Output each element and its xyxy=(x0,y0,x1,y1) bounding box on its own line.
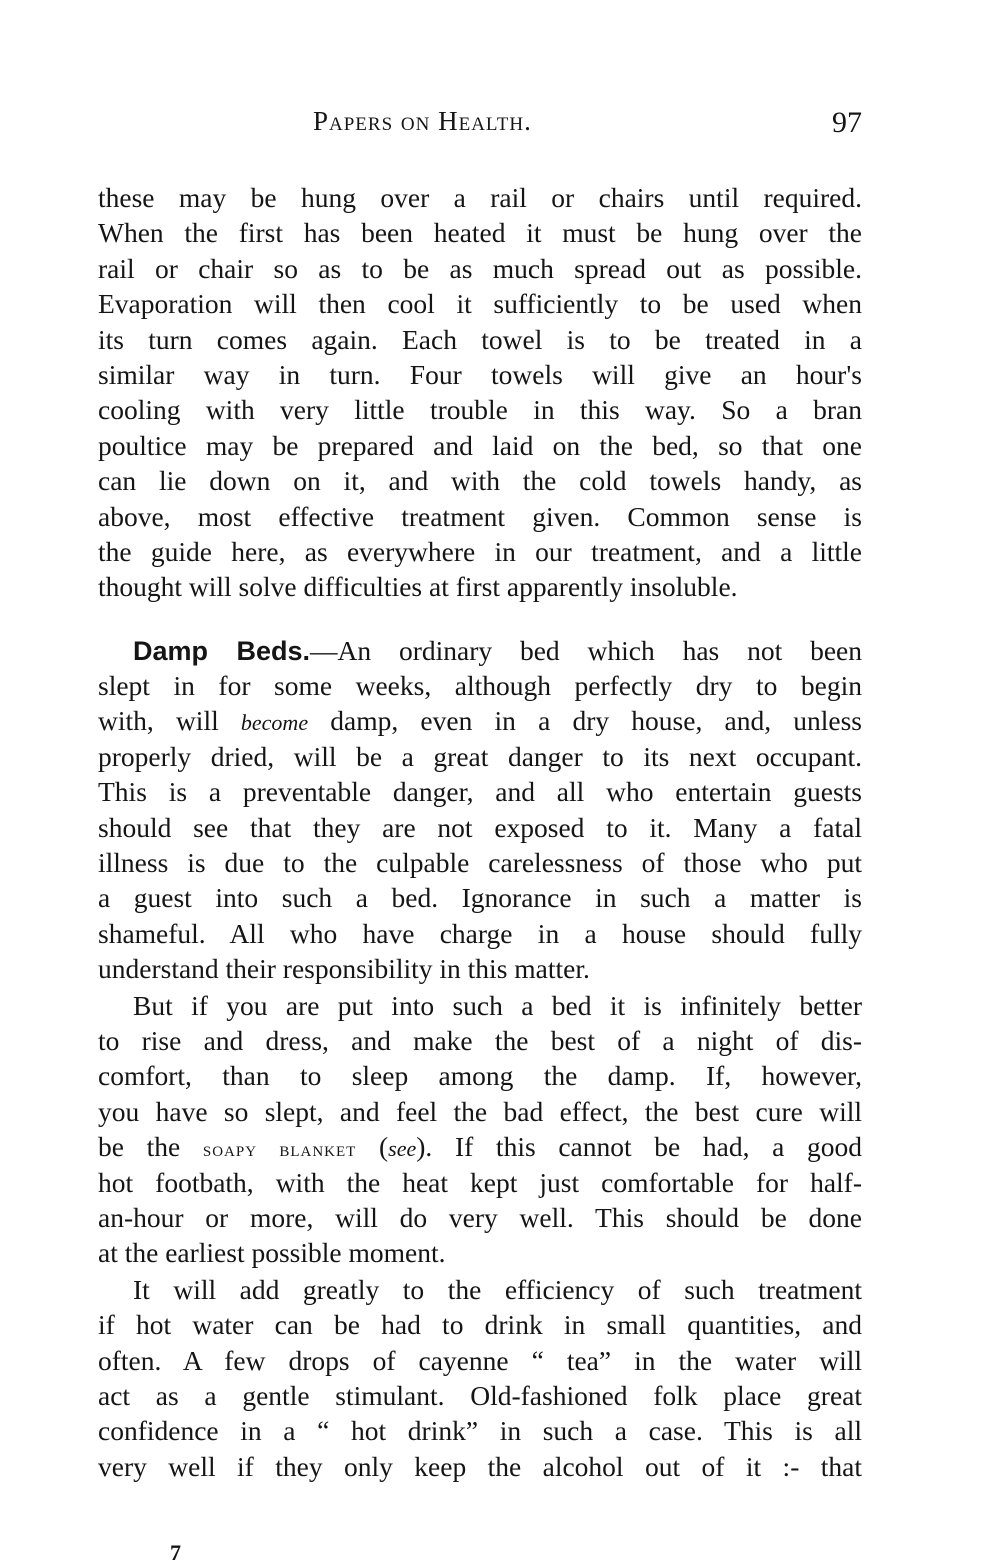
text-line xyxy=(98,286,862,321)
text-line xyxy=(98,392,862,427)
text-line xyxy=(98,215,862,250)
text-span: if hot water can be had to drink in small quantities, and xyxy=(98,1309,862,1341)
paragraph xyxy=(98,988,862,1271)
text-span: But if you are put into such a bed it is infinitely better xyxy=(133,989,862,1021)
page-body xyxy=(98,180,862,1484)
text-line xyxy=(98,1272,862,1307)
text-span: a guest into such a bed. Ignorance in such a matter is xyxy=(98,882,862,914)
section-heading: Damp Beds. xyxy=(133,635,311,666)
text-span: with, will xyxy=(98,705,241,737)
text-span: ). If this cannot be had, a good xyxy=(416,1131,862,1163)
text-line xyxy=(98,1413,862,1448)
page-number: 97 xyxy=(832,106,862,139)
text-span: should see that they are not exposed to it. Many a fatal xyxy=(98,811,862,843)
italic-text: become xyxy=(240,710,309,736)
paragraph xyxy=(98,1272,862,1484)
text-span: hot footbath, with the heat kept just comfortable for half- xyxy=(98,1166,862,1198)
text-span: at the earliest possible moment. xyxy=(98,1237,446,1269)
running-title: Papers on Health. xyxy=(313,106,532,136)
text-span: thought will solve difficulties at first apparently insoluble. xyxy=(98,571,738,603)
signature-mark: 7 xyxy=(170,1540,181,1565)
text-line xyxy=(98,1343,862,1378)
text-span: similar way in turn. Four towels will give an hour's xyxy=(98,358,862,390)
text-span: above, most effective treatment given. Common sense is xyxy=(98,500,862,532)
text-line xyxy=(98,1307,862,1342)
paragraph xyxy=(98,180,862,605)
text-span: poultice may be prepared and laid on the bed, so that one xyxy=(98,429,862,461)
text-line xyxy=(98,569,862,604)
text-span: rail or chair so as to be as much spread out as possible. xyxy=(98,252,862,284)
text-span: these may be hung over a rail or chairs until required. xyxy=(98,182,862,213)
text-span: you have so slept, and feel the bad effect, the best cure will xyxy=(98,1095,862,1127)
italic-text: see xyxy=(388,1136,417,1162)
text-span: be the xyxy=(98,1131,203,1163)
text-line xyxy=(98,357,862,392)
text-span: comfort, than to sleep among the damp. If, however, xyxy=(98,1060,862,1092)
running-header xyxy=(98,106,862,146)
text-line xyxy=(98,810,862,845)
text-span: an-hour or more, will do very well. This should be done xyxy=(98,1201,862,1233)
text-line xyxy=(98,1235,862,1270)
text-line xyxy=(98,668,862,703)
text-line xyxy=(98,322,862,357)
text-line xyxy=(98,1378,862,1413)
text-span: to rise and dress, and make the best of a night of dis- xyxy=(98,1024,862,1056)
text-line xyxy=(98,180,862,215)
text-span: properly dried, will be a great danger to its next occupant. xyxy=(98,740,862,772)
text-span: can lie down on it, and with the cold towels handy, as xyxy=(98,465,862,497)
text-span: damp, even in a dry house, and, unless xyxy=(308,705,862,737)
text-span: shameful. All who have charge in a house should fully xyxy=(98,917,862,949)
text-span: When the first has been heated it must be hung over the xyxy=(98,217,862,249)
text-line xyxy=(98,633,862,668)
text-line xyxy=(98,428,862,463)
text-span: This is a preventable danger, and all who entertain guests xyxy=(98,776,862,808)
text-line xyxy=(98,1023,862,1058)
text-line xyxy=(98,880,862,915)
text-span: the guide here, as everywhere in our treatment, and a little xyxy=(98,535,862,567)
text-span: ( xyxy=(356,1131,389,1163)
text-line xyxy=(98,534,862,569)
paragraph xyxy=(98,633,862,987)
text-line xyxy=(98,703,862,738)
text-line xyxy=(98,499,862,534)
text-line xyxy=(98,951,862,986)
text-span: often. A few drops of cayenne “ tea” in the water will xyxy=(98,1344,862,1376)
text-line xyxy=(98,1058,862,1093)
text-line xyxy=(98,1200,862,1235)
text-span: confidence in a “ hot drink” in such a case. This is all xyxy=(98,1415,862,1447)
text-span: Evaporation will then cool it sufficiently to be used when xyxy=(98,288,862,320)
text-line xyxy=(98,774,862,809)
text-span: understand their responsibility in this matter. xyxy=(98,953,590,985)
text-span: slept in for some weeks, although perfectly dry to begin xyxy=(98,670,862,702)
text-line xyxy=(98,1449,862,1484)
text-line xyxy=(98,251,862,286)
text-span: very well if they only keep the alcohol out of it :- that xyxy=(98,1450,862,1482)
text-line xyxy=(98,916,862,951)
text-line xyxy=(98,739,862,774)
text-span: cooling with very little trouble in this way. So a bran xyxy=(98,394,862,426)
text-line xyxy=(98,988,862,1023)
text-span: its turn comes again. Each towel is to be treated in a xyxy=(98,323,862,355)
text-line xyxy=(98,463,862,498)
text-line xyxy=(98,1094,862,1129)
small-caps-text: soapy blanket xyxy=(202,1136,357,1162)
text-span: —An ordinary bed which has not been xyxy=(310,634,862,666)
text-line xyxy=(98,1165,862,1200)
text-line xyxy=(98,845,862,880)
text-span: It will add greatly to the efficiency of such treatment xyxy=(133,1273,862,1305)
text-span: illness is due to the culpable carelessness of those who put xyxy=(98,847,862,879)
text-line xyxy=(98,1129,862,1164)
text-span: act as a gentle stimulant. Old-fashioned folk place great xyxy=(98,1379,862,1411)
